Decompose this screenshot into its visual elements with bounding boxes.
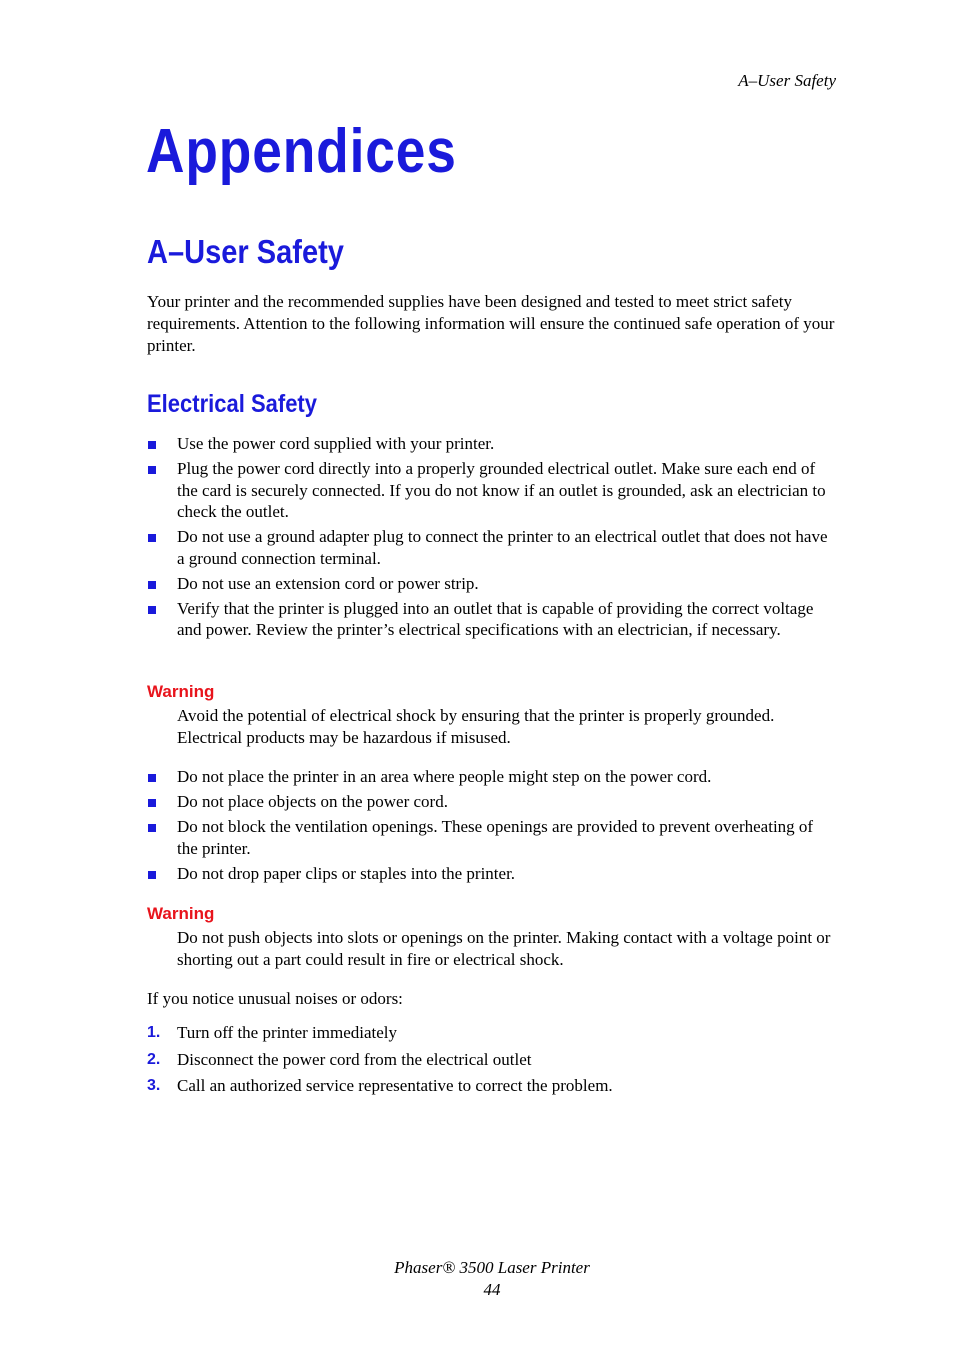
page-number: 44: [483, 1279, 501, 1299]
list-item: Use the power cord supplied with your printer.: [147, 433, 837, 455]
square-bullet-icon: [148, 441, 156, 449]
list-item: Do not drop paper clips or staples into the printer.: [147, 863, 837, 885]
bullet-list-1: [147, 433, 837, 644]
warning-text: Avoid the potential of electrical shock by ensuring that the printer is properly grounded. Electrical products may be hazardous if misused.: [177, 706, 775, 747]
footer-product: Phaser® 3500 Laser Printer: [394, 1258, 590, 1277]
square-bullet-icon: [148, 824, 156, 832]
square-bullet-icon: [148, 774, 156, 782]
intro-paragraph: Your printer and the recommended supplies have been designed and tested to meet strict safety requirements. Attention to the following information will ensure the continued safe operation of your printer.: [147, 292, 835, 355]
warning-label: Warning: [147, 904, 215, 923]
bullet-list-2: [147, 766, 837, 888]
list-item: Do not place the printer in an area where people might step on the power cord.: [147, 766, 837, 788]
square-bullet-icon: [148, 534, 156, 542]
list-item: Do not place objects on the power cord.: [147, 791, 837, 813]
numbered-steps: [147, 1022, 837, 1102]
list-item: Do not use a ground adapter plug to connect the printer to an electrical outlet that does not have a ground connection terminal.: [147, 526, 837, 569]
list-item: Verify that the printer is plugged into an outlet that is capable of providing the correct voltage and power. Review the printer’s electrical specifications with an electrician, if necessary.: [147, 598, 837, 641]
list-item: Plug the power cord directly into a properly grounded electrical outlet. Make sure each end of the card is securely connected. If you do not know if an outlet is grounded, ask an electrician to check the outlet.: [147, 458, 837, 523]
square-bullet-icon: [148, 871, 156, 879]
square-bullet-icon: [148, 581, 156, 589]
list-item: Do not use an extension cord or power strip.: [147, 573, 837, 595]
list-item: 1. Turn off the printer immediately: [147, 1023, 398, 1042]
list-item: 2. Disconnect the power cord from the electrical outlet: [147, 1049, 532, 1069]
square-bullet-icon: [148, 466, 156, 474]
subsection-title: Electrical Safety: [147, 390, 317, 418]
list-item: Do not block the ventilation openings. These openings are provided to prevent overheating of the printer.: [147, 816, 837, 859]
page-title: Appendices: [146, 117, 457, 186]
list-item: 3. Call an authorized service representative to correct the problem.: [147, 1076, 613, 1095]
notice-paragraph: If you notice unusual noises or odors:: [147, 989, 403, 1008]
page-footer: [0, 1257, 954, 1300]
warning-text: Do not push objects into slots or openings on the printer. Making contact with a voltage point or shorting out a part could result in fire or electrical shock.: [177, 928, 831, 969]
section-title: A–User Safety: [147, 233, 344, 270]
square-bullet-icon: [148, 606, 156, 614]
square-bullet-icon: [148, 799, 156, 807]
warning-label: Warning: [147, 682, 215, 701]
running-header: A–User Safety: [738, 71, 836, 90]
